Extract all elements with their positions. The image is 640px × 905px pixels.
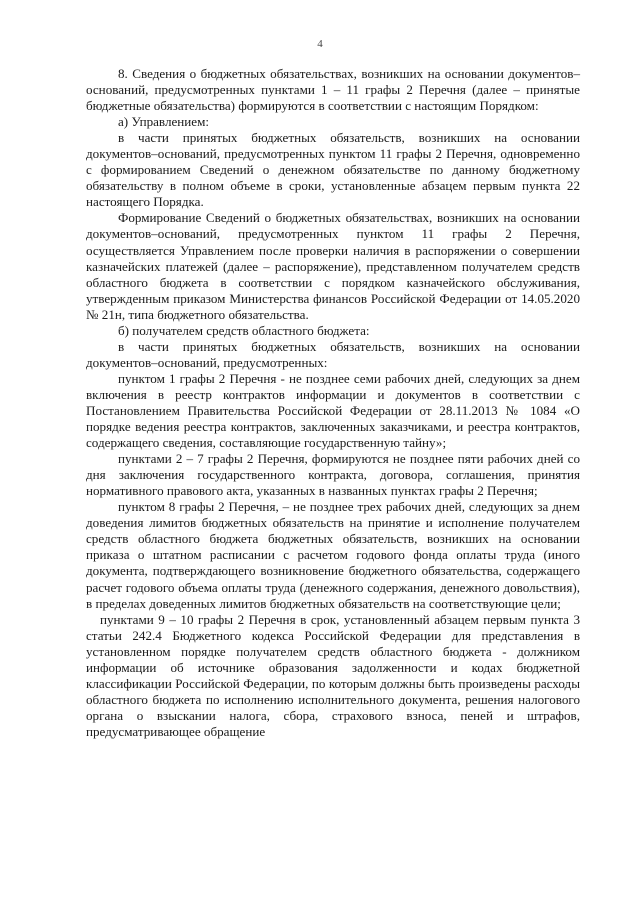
paragraph-items-2-7: пунктами 2 – 7 графы 2 Перечня, формируются не позднее пяти рабочих дней со дня заключения государственного контракта, договора, соглашения, принятия нормативного правового акта, указанных в названных пунктах графы 2 Перечня; xyxy=(86,451,580,499)
paragraph-8: 8. Сведения о бюджетных обязательствах, возникших на основании документов–оснований, предусмотренных пунктами 1 – 11 графы 2 Перечня (далее – принятые бюджетные обязательства) формируются в соответствии с настоящим Порядком: xyxy=(86,66,580,114)
paragraph-b-intro: в части принятых бюджетных обязательств, возникших на основании документов–оснований, предусмотренных: xyxy=(86,338,580,370)
paragraph-a-heading: а) Управлением: xyxy=(118,114,210,130)
document-body xyxy=(86,66,580,740)
paragraph-item-8: пунктом 8 графы 2 Перечня, – не позднее трех рабочих дней, следующих за днем доведения лимитов бюджетных обязательств на принятие и исполнение получателем средств областного бюджета бюджетных обязательств, возникших на основании приказа о штатном расписании с расчетом годового фонда оплаты труда (иного документа, подтверждающего возникновение бюджетного обязательства, содержащего расчет годового объема оплаты труда (денежного содержания, денежного довольствия), в пределах доведенных лимитов бюджетных обязательств на соответствующие цели; xyxy=(86,499,580,611)
paragraph-b-heading: б) получателем средств областного бюджета: xyxy=(118,322,370,338)
page-number: 4 xyxy=(317,38,323,50)
paragraph-formation-note: Формирование Сведений о бюджетных обязательствах, возникших на основании документов–оснований, предусмотренных пунктом 11 графы 2 Перечня, осуществляется Управлением после проверки наличия в распоряжении о совершении казначейских платежей (далее – распоряжение), представленном получателем средств областного бюджета в соответствии с порядком казначейского обслуживания, утвержденным приказом Министерства финансов Российской Федерации от 14.05.2020 № 21н, типа бюджетного обязательства. xyxy=(86,210,580,322)
paragraph-items-9-10: пунктами 9 – 10 графы 2 Перечня в срок, установленный абзацем первым пункта 3 статьи 242.4 Бюджетного кодекса Российской Федерации для представления в установленном порядке получателем средств областного бюджета - должником информации об источнике образования задолженности и кодах бюджетной классификации Российской Федерации, по которым должны быть произведены расходы областного бюджета по исполнению исполнительного документа, решения налогового органа о взыскании налога, сбора, страхового взноса, пеней и штрафов, предусматривающее обращение xyxy=(86,611,580,739)
paragraph-a-item-11: в части принятых бюджетных обязательств, возникших на основании документов–оснований, предусмотренных пунктом 11 графы 2 Перечня, одновременно с формированием Сведений о денежном обязательстве по данному бюджетному обязательству в полном объеме в сроки, установленные абзацем первым пункта 22 настоящего Порядка. xyxy=(86,130,580,210)
paragraph-item-1: пунктом 1 графы 2 Перечня - не позднее семи рабочих дней, следующих за днем включения в реестр контрактов информации и документов в соответствии с Постановлением Правительства Российской Федерации от 28.11.2013 № 1084 «О порядке ведения реестра контрактов, заключенных заказчиками, и реестра контрактов, содержащего сведения, составляющие государственную тайну»; xyxy=(86,370,580,451)
